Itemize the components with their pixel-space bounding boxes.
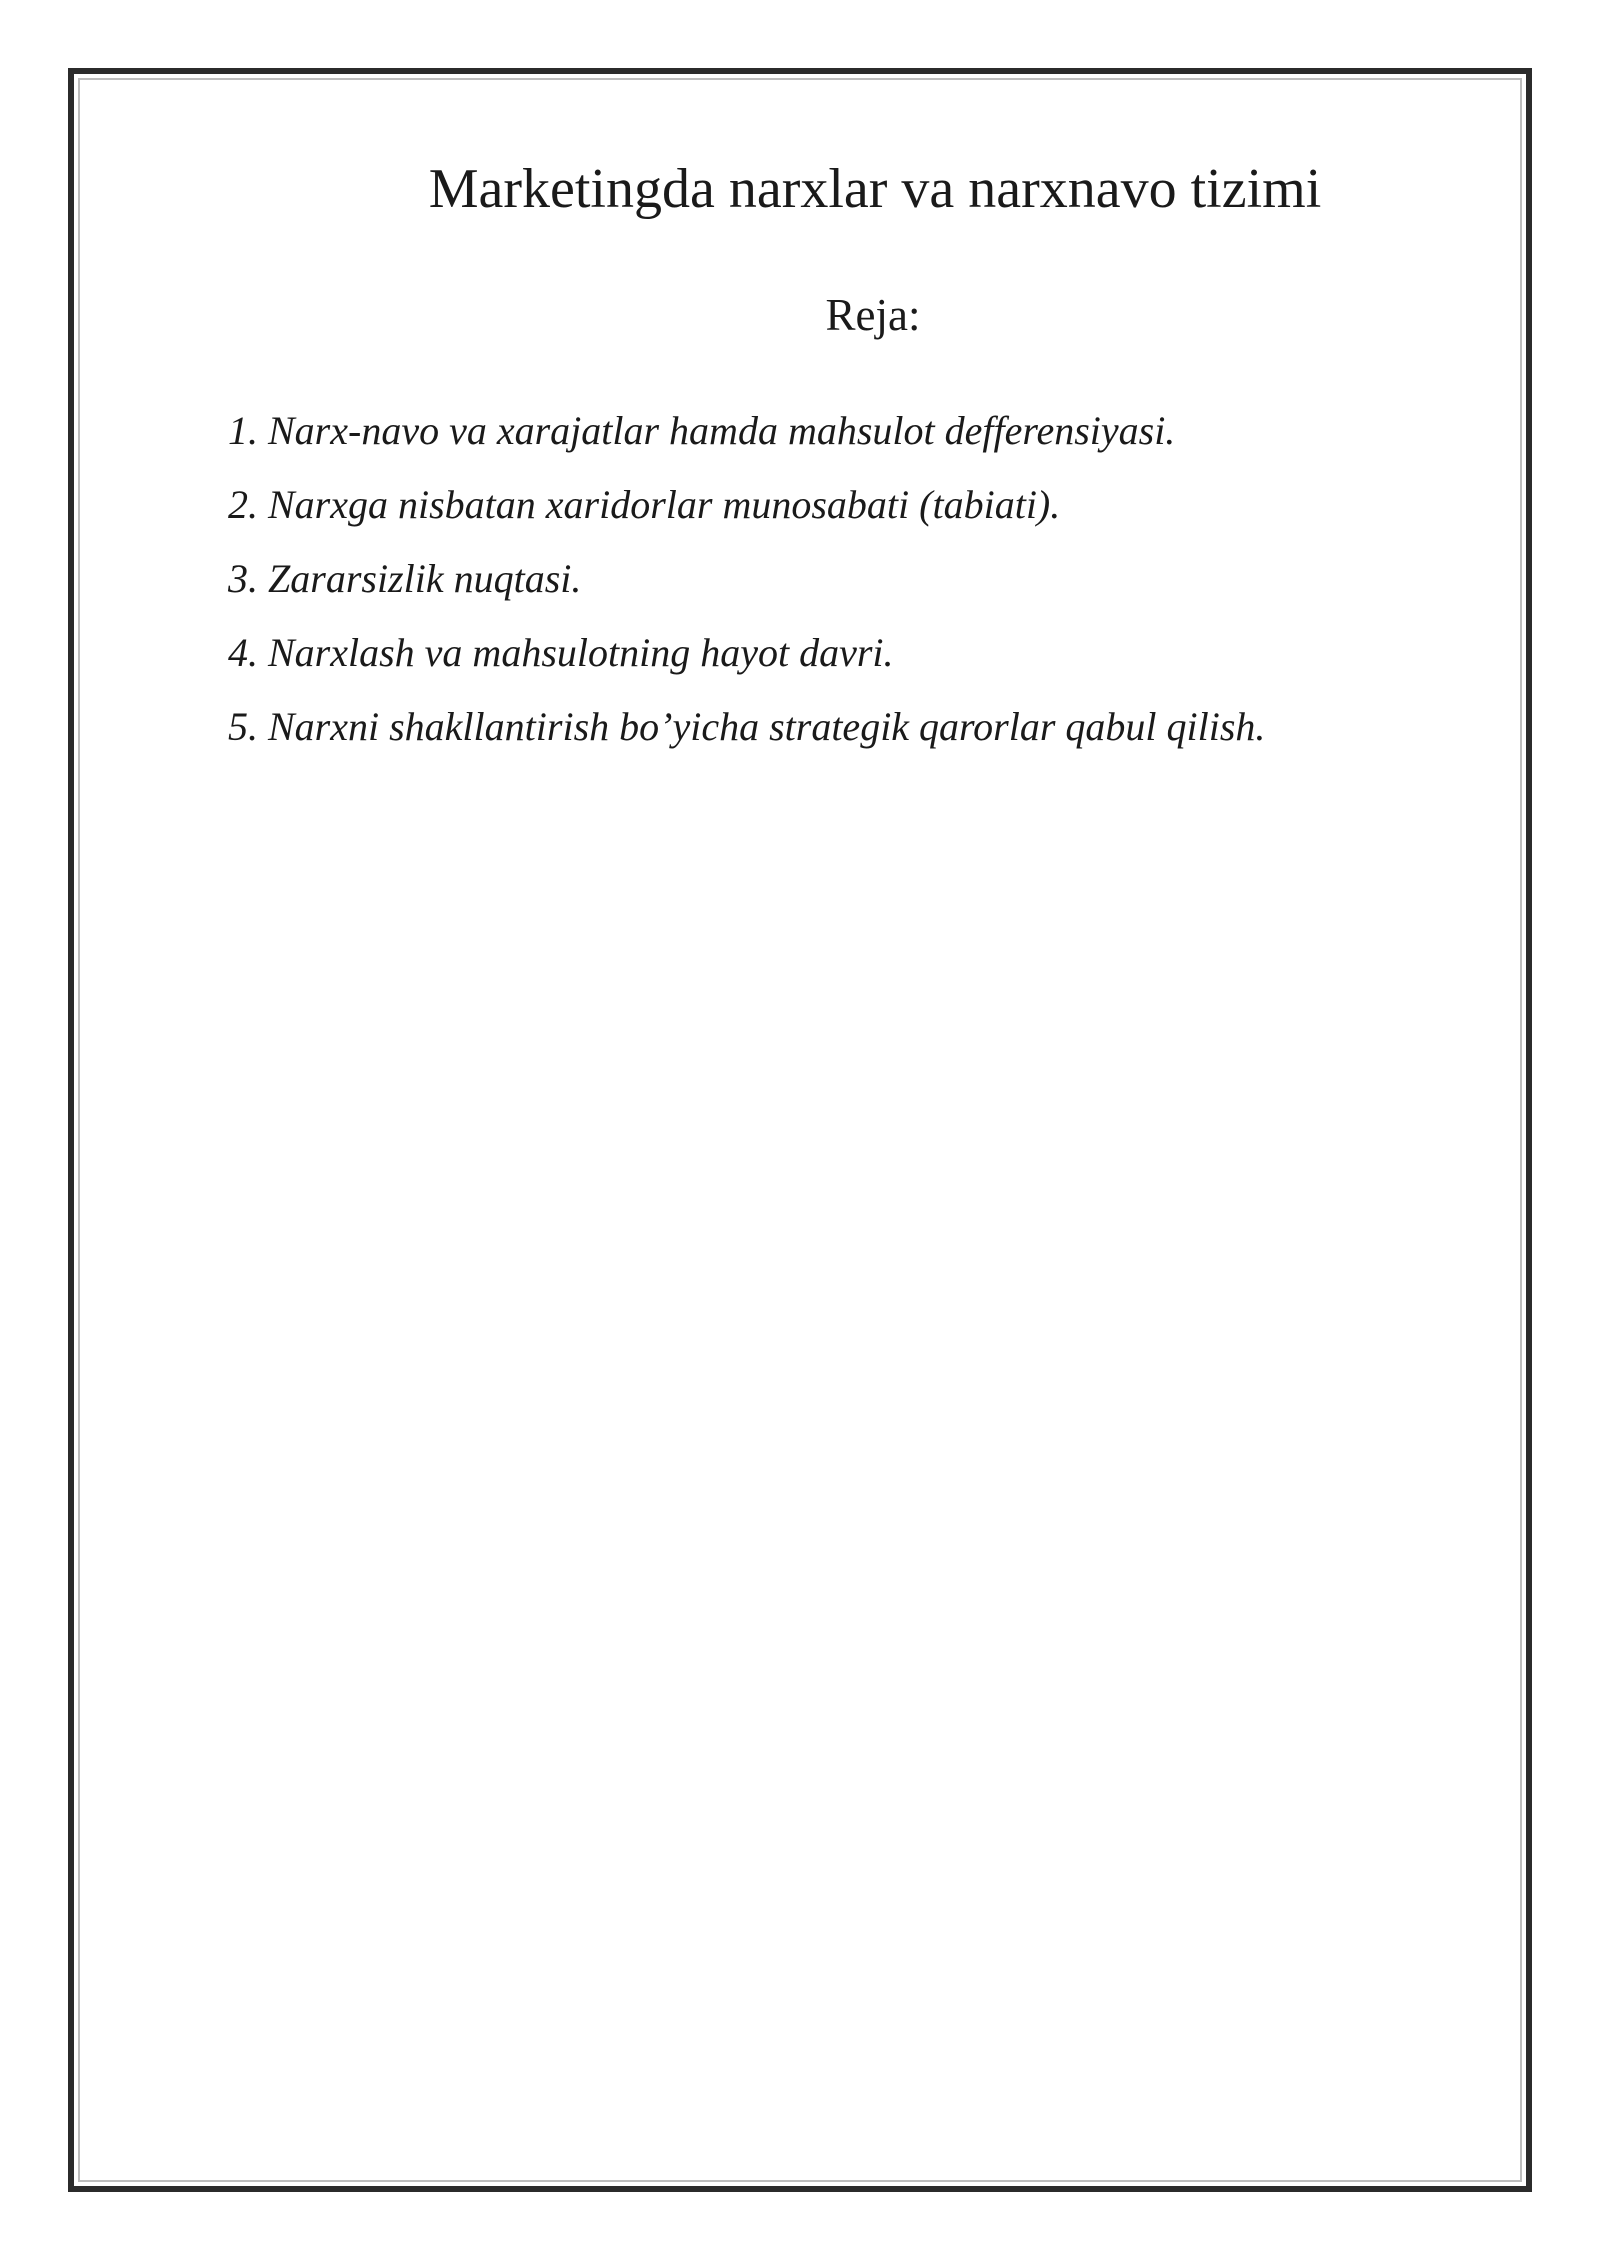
plan-item-3: 3. Zararsizlik nuqtasi. bbox=[228, 556, 582, 601]
plan-item-1: 1. Narx-navo va xarajatlar hamda mahsulot defferensiyasi. bbox=[228, 408, 1176, 453]
document-title: Marketingda narxlar va narxnavo tizimi bbox=[428, 158, 1322, 220]
page-border-inner bbox=[78, 78, 1522, 2182]
plan-item-5: 5. Narxni shakllantirish bo’yicha strategik qarorlar qabul qilish. bbox=[228, 704, 1266, 749]
plan-heading: Reja: bbox=[825, 290, 921, 340]
plan-item-4: 4. Narxlash va mahsulotning hayot davri. bbox=[228, 630, 894, 675]
plan-item-2: 2. Narxga nisbatan xaridorlar munosabati (tabiati). bbox=[228, 482, 1061, 527]
plan-list bbox=[228, 406, 1265, 776]
